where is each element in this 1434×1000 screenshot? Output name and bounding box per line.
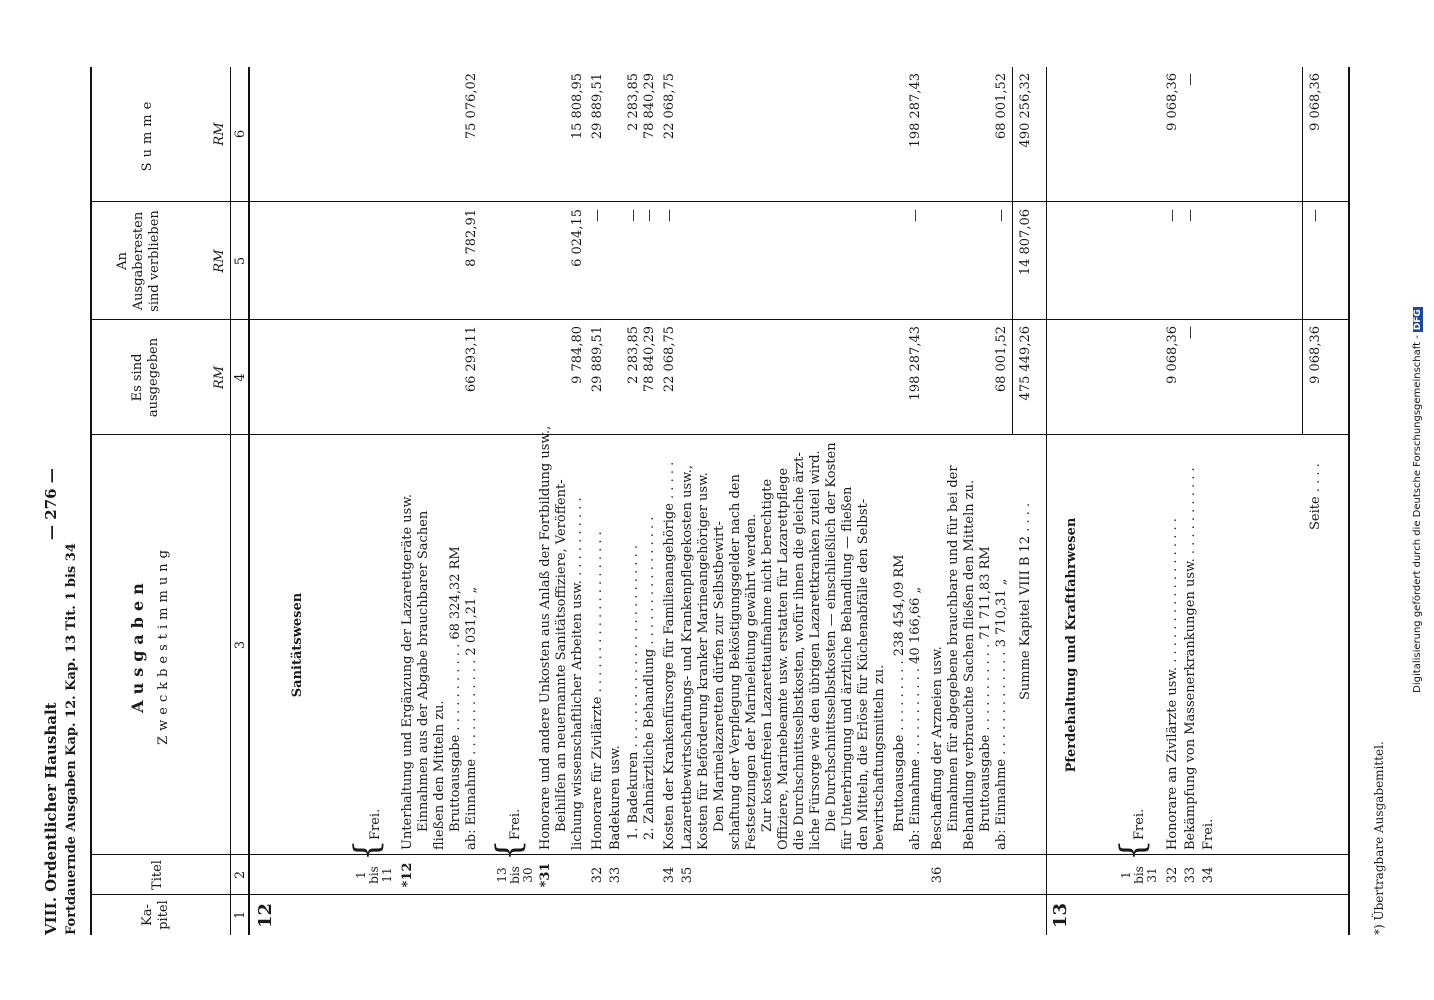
k13-r33-ausgegeben: — (1183, 326, 1198, 339)
sum-kap12-summe: 490 256,32 (1018, 73, 1033, 148)
r33b-ausgegeben: 78 840,29 (642, 326, 657, 393)
k13-r32-summe: 9 068,36 (1165, 73, 1180, 131)
r12-ausgegeben: 66 293,11 (464, 326, 479, 393)
credit-text: Digitalisierung gefördert durch die Deutsche Forschungsgemeinschaft - (1412, 335, 1423, 693)
r33b-reste: — (642, 209, 657, 222)
digitization-credit (1412, 150, 1426, 850)
titel-35: 35 (680, 866, 695, 884)
r12-reste: 8 782,91 (464, 209, 479, 267)
r35-line13: bewirtschaftungsmitteln zu. (872, 664, 887, 850)
r34-text: Kosten der Krankenfürsorge für Familienangehörige . . . . . (662, 461, 677, 850)
k13-r34-text: Frei. (1201, 818, 1216, 850)
col-num-4: 4 (233, 373, 248, 382)
col-num-1: 1 (233, 910, 248, 920)
col-divider-1 (90, 894, 1348, 895)
r35-ausgegeben: 198 287,43 (908, 326, 923, 401)
r33-line3: 2. Zahnärztliche Behandlung . . . . . . . . . . . . . . . . (642, 516, 657, 840)
r34-reste: — (662, 209, 677, 222)
r31-reste: 6 024,15 (570, 209, 585, 267)
r36-reste: — (994, 209, 1009, 222)
table-top-rule (90, 67, 92, 935)
r33-line1: Badekuren usw. (608, 745, 623, 850)
col-header-titel: Titel (150, 860, 165, 890)
r35-line6: Zur kostenfreien Lazarettaufnahme nicht berechtigte (760, 478, 775, 832)
sum-kap12-ausgegeben: 475 449,26 (1018, 326, 1033, 401)
page-subheading: Fortdauernde Ausgaben Kap. 12. Kap. 13 Tit. 1 bis 34 (64, 543, 79, 935)
header-bottom-rule (230, 67, 231, 935)
footnote: *) Übertragbare Ausgabemittel. (1372, 741, 1386, 935)
currency-6: RM (212, 122, 227, 146)
r36-line3: Behandlung verbrauchte Sachen fließen den Mitteln zu. (962, 479, 977, 850)
r12-line4: Bruttoausgabe . . . . . . . . . . . 68 324,32 RM (448, 546, 463, 832)
col-num-6: 6 (233, 129, 248, 139)
r35-line7: Offiziere, Marinebeamte usw. erstatten für Lazarettpflege (776, 467, 791, 850)
r12-line1: Unterhaltung und Ergänzung der Lazarettgeräte usw. (400, 493, 415, 850)
kap13-rule (1046, 67, 1047, 935)
col-header-ausgaben: Ausgaben (128, 577, 147, 713)
titel-34: 34 (662, 866, 677, 884)
titel-31: *31 (538, 862, 553, 888)
r36-line1: Beschaffung der Arzneien usw. (930, 646, 945, 850)
kapitel-13: 13 (1050, 902, 1071, 928)
r35-line10: Die Durchschnittsselbstkosten — einschließlich der Kosten (824, 442, 839, 832)
k13-titel-34: 34 (1201, 866, 1216, 884)
r35-ab: ab: Einnahme . . . . . . . . . . . 40 166,66 „ (908, 586, 923, 850)
r31-ausgegeben: 9 784,80 (570, 326, 585, 384)
col-divider-5 (90, 201, 1348, 202)
r35-line1: Lazarettbewirtschaftungs- und Krankenpflegekosten usw., (680, 464, 695, 850)
titel-13-30: 13 bis 30 (495, 866, 535, 884)
sum-kap12-reste: 14 807,06 (1018, 209, 1033, 276)
seite-text: Seite . . . . (1308, 463, 1323, 530)
r12-line5: ab: Einnahme . . . . . . . . . . . . 2 031,21 „ (464, 586, 479, 850)
r36-summe: 68 001,52 (994, 73, 1009, 140)
r36-ausgegeben: 68 001,52 (994, 326, 1009, 393)
r31-line2: Beihilfen an neuernannte Sanitätsoffiziere, Veröffent- (554, 479, 569, 832)
kapitel-12: 12 (255, 902, 276, 928)
r12-summe: 75 076,02 (464, 73, 479, 140)
r34-summe: 22 068,75 (662, 73, 677, 140)
k13-titel-33: 33 (1183, 866, 1198, 884)
titel-33: 33 (608, 866, 623, 884)
r36-line2: Einnahmen für abgegebene brauchbare und für bei der (946, 465, 961, 832)
currency-4: RM (212, 365, 227, 390)
brace-3: { (1113, 839, 1153, 861)
seite-ausgegeben: 9 068,36 (1308, 326, 1323, 384)
k13-r32-text: Honorare an Zivilärzte usw. . . . . . . . . . . . . . . . . . . (1165, 518, 1180, 850)
text-frei-2: Frei. (508, 808, 523, 840)
seite-rule (1302, 67, 1303, 434)
r35-brutto: Bruttoausgabe . . . . . . . . . 238 454,09 RM (892, 554, 907, 832)
col-divider-4 (90, 319, 1348, 320)
r32-reste: — (590, 209, 605, 222)
r35-line8: die Durchschnittsselbstkosten, wofür ihnen die gleiche ärzt- (792, 452, 807, 850)
k13-r32-ausgegeben: 9 068,36 (1165, 326, 1180, 384)
chapter-heading: VIII. Ordentlicher Haushalt (42, 702, 60, 935)
page-number: — 276 — (42, 468, 60, 540)
brace-1: { (347, 839, 387, 861)
col-header-reste: An Ausgaberesten sind verblieben (115, 210, 162, 312)
r35-summe: 198 287,43 (908, 73, 923, 148)
col-header-summe: Summe (140, 96, 155, 172)
k13-r32-reste: — (1165, 209, 1180, 222)
r32-text: Honorare für Zivilärzte . . . . . . . . . . . . . . . . . . . . (590, 531, 605, 850)
col-header-zweck: Zweckbestimmung (156, 545, 171, 745)
section-pferdehaltung: Pferdehaltung und Kraftfahrwesen (1064, 517, 1079, 773)
titel-12: *12 (400, 862, 415, 888)
r35-line11: für Unterbringung und ärztliche Behandlung — fließen (840, 486, 855, 850)
col-num-5: 5 (233, 256, 248, 266)
sum-kap12-text: Summe Kapitel VIII B 12 . . . . (1018, 502, 1033, 700)
r12-line3: fließen den Mitteln zu. (432, 700, 447, 850)
section-sanitaetswesen: Sanitätswesen (290, 592, 305, 698)
r31-summe: 15 808,95 (570, 73, 585, 140)
k13-titel-32: 32 (1165, 866, 1180, 884)
k13-r33-reste: — (1183, 209, 1198, 222)
r35-line4: schaftung der Verpflegung Beköstigungsgelder nach den (728, 474, 743, 850)
r31-line3: lichung wissenschaftlicher Arbeiten usw. . . . . . . . . . . (570, 497, 585, 850)
col-divider-2 (90, 854, 1348, 855)
text-frei-1: Frei. (368, 808, 383, 840)
k13-r33-text: Bekämpfung von Massenerkrankungen usw. . . . . . . . . . . . (1183, 467, 1198, 850)
k13-r33-summe: — (1183, 73, 1198, 86)
col-header-kapitel: Ka- pitel (140, 900, 171, 930)
sum-rule (1012, 67, 1013, 434)
r32-summe: 29 889,51 (590, 73, 605, 140)
col-divider-3 (90, 434, 1348, 435)
r33-line2: 1. Badekuren . . . . . . . . . . . . . . . . . . . . . . . . . (626, 544, 641, 840)
r36-line5: ab: Einnahme . . . . . . . . . . . . . 3 710,31 „ (994, 578, 1009, 850)
r36-line4: Bruttoausgabe . . . . . . . . . . . 71 711,83 RM (978, 546, 993, 832)
currency-5: RM (212, 249, 227, 273)
titel-36: 36 (930, 866, 945, 884)
r35-line5: Festsetzungen der Marineleitung gewährt werden. (744, 513, 759, 850)
r35-reste: — (908, 209, 923, 222)
titel-1-31: 1 bis 31 (1119, 866, 1159, 884)
r33a-ausgegeben: 2 283,85 (626, 326, 641, 384)
col-num-3: 3 (233, 640, 248, 650)
r35-line12: den Mitteln, die Erlöse für Küchenabfälle den Selbst- (856, 498, 871, 850)
dfg-logo: DFG (1413, 309, 1423, 331)
r34-ausgegeben: 22 068,75 (662, 326, 677, 393)
r31-line1: Honorare und andere Unkosten aus Anlaß der Fortbildung usw., (538, 425, 553, 850)
r35-line2: Kosten für Beförderung kranker Marineangehöriger usw. (696, 472, 711, 850)
table-bottom-rule (1348, 67, 1350, 935)
titel-1-11: 1 bis 11 (354, 866, 394, 884)
text-frei-3: Frei. (1132, 808, 1147, 840)
r35-line3: Den Marinelazaretten dürfen zur Selbstbewirt- (712, 521, 727, 832)
col-num-2: 2 (233, 870, 248, 880)
r33a-summe: 2 283,85 (626, 73, 641, 131)
seite-reste: — (1308, 209, 1323, 222)
titel-32: 32 (590, 866, 605, 884)
r33a-reste: — (626, 209, 641, 222)
r35-line9: liche Fürsorge wie den übrigen Lazarettkranken zuteil wird. (808, 450, 823, 850)
col-header-ausgegeben: Es sind ausgegeben (130, 337, 161, 418)
seite-summe: 9 068,36 (1308, 73, 1323, 131)
r32-ausgegeben: 29 889,51 (590, 326, 605, 393)
r12-line2: Einnahmen aus der Abgabe brauchbarer Sachen (416, 510, 431, 832)
brace-2: { (489, 839, 529, 861)
r33b-summe: 78 840,29 (642, 73, 657, 140)
